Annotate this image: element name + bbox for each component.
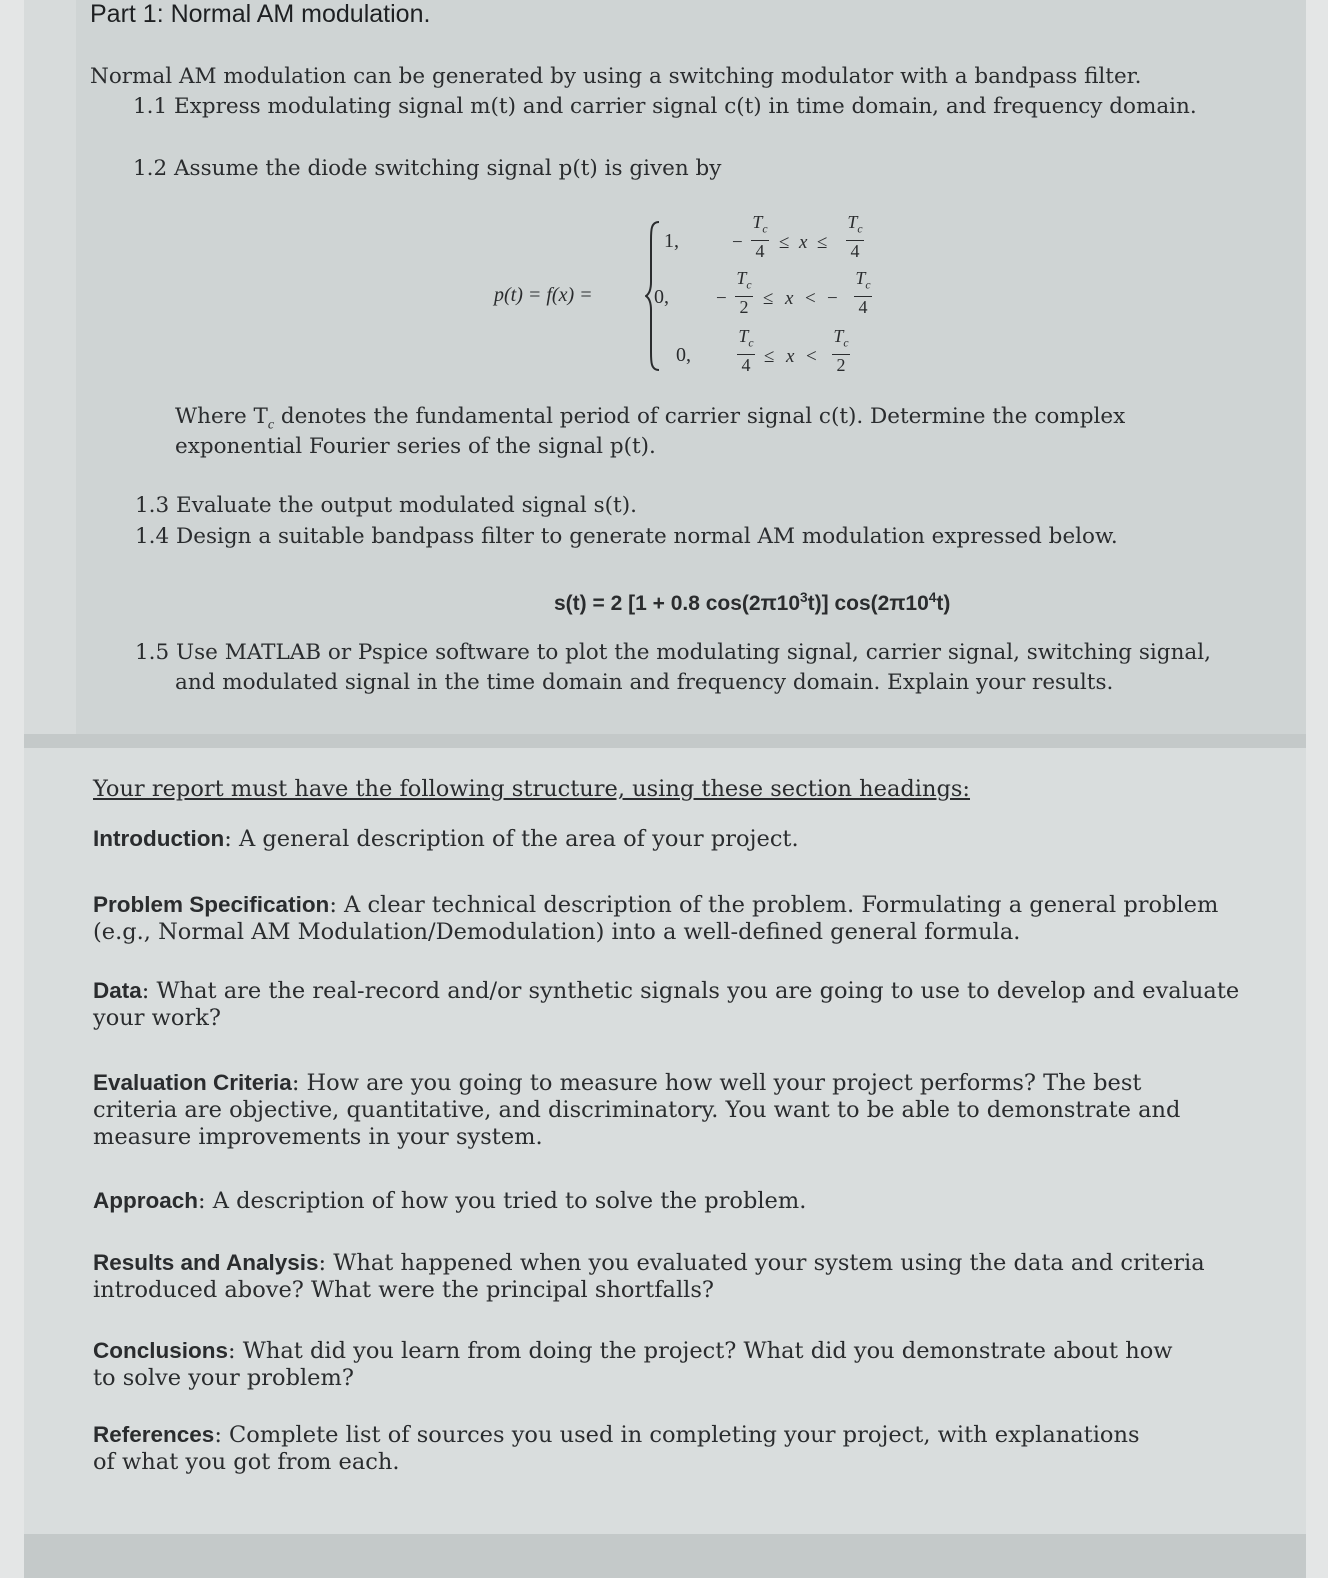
section-text-introduction: : A general description of the area of your project. xyxy=(224,826,799,852)
section-heading-approach: Approach xyxy=(93,1188,199,1213)
case3-x: x xyxy=(786,346,795,367)
section-data-line-2 xyxy=(93,1005,221,1031)
section-conclusions-line-1 xyxy=(93,1338,1173,1364)
section-evaluation-criteria-line-1 xyxy=(93,1070,1141,1096)
case1-x: x xyxy=(799,232,808,253)
section-text-results-and-analysis: : What happened when you evaluated your system using the data and criteria xyxy=(318,1250,1205,1276)
section-results-and-analysis-line-1 xyxy=(93,1250,1205,1276)
case3-le: ≤ xyxy=(764,346,775,367)
tc-subscript: c xyxy=(762,222,768,236)
section-heading-conclusions: Conclusions xyxy=(93,1338,229,1363)
section-text-evaluation-criteria: criteria are objective, quantitative, and discriminatory. You want to be able to demonstrate and xyxy=(93,1097,1181,1123)
section-text-problem-specification: : A clear technical description of the problem. Formulating a general problem xyxy=(329,892,1219,918)
section-heading-results-and-analysis: Results and Analysis xyxy=(93,1250,319,1275)
section-text-conclusions: : What did you learn from doing the project? What did you demonstrate about how xyxy=(228,1338,1173,1364)
part-heading: Part 1: Normal AM modulation. xyxy=(90,0,431,28)
question-1-4: 1.4 Design a suitable bandpass filter to generate normal AM modulation expressed below. xyxy=(135,524,1118,549)
piecewise-lhs: p(t) = f(x) = xyxy=(494,284,593,306)
equation-exp-a: 3 xyxy=(800,590,808,605)
frac-denominator: 2 xyxy=(739,296,749,317)
equation-part-b: t)] cos(2π10 xyxy=(807,592,929,615)
question-1-5-line-2: and modulated signal in the time domain and frequency domain. Explain your results. xyxy=(175,670,1114,695)
case2-le: ≤ xyxy=(763,288,774,309)
page-edge-left xyxy=(0,0,24,1578)
section-text-conclusions: to solve your problem? xyxy=(93,1365,354,1391)
case1-frac-left xyxy=(749,212,771,261)
case2-minus-1: − xyxy=(716,288,727,309)
case1-minus: − xyxy=(732,232,743,253)
intro-text: Normal AM modulation can be generated by using a switching modulator with a bandpass filter. xyxy=(90,64,1142,89)
question-1-2: 1.2 Assume the diode switching signal p(t) is given by xyxy=(133,156,722,181)
question-1-5-line-1: 1.5 Use MATLAB or Pspice software to plot the modulating signal, carrier signal, switching signal, xyxy=(135,640,1211,665)
section-heading-data: Data xyxy=(93,978,142,1003)
section-text-results-and-analysis: introduced above? What were the principal shortfalls? xyxy=(93,1277,714,1303)
case3-frac-left xyxy=(735,326,757,375)
where-subscript: c xyxy=(267,417,275,433)
section-evaluation-criteria-line-2 xyxy=(93,1097,1180,1123)
case2-frac-left xyxy=(733,268,755,317)
case2-lt: < xyxy=(805,288,816,309)
where-prefix: Where T xyxy=(175,404,268,429)
frac-denominator: 2 xyxy=(836,354,846,375)
tc-symbol: T xyxy=(738,326,749,346)
tc-subscript: c xyxy=(865,278,871,292)
where-rest: denotes the fundamental period of carrier signal c(t). Determine the complex xyxy=(274,404,1126,429)
case3-lt: < xyxy=(806,346,817,367)
question-1-1: 1.1 Express modulating signal m(t) and carrier signal c(t) in time domain, and frequency domain. xyxy=(133,94,1197,119)
section-text-references: of what you got from each. xyxy=(93,1449,400,1475)
section-evaluation-criteria-line-3 xyxy=(93,1124,543,1150)
section-heading-problem-specification: Problem Specification xyxy=(93,892,330,917)
tc-symbol: T xyxy=(847,212,858,232)
report-structure-title: Your report must have the following structure, using these section headings: xyxy=(93,776,970,802)
tc-symbol: T xyxy=(736,268,747,288)
section-references-line-2 xyxy=(93,1449,400,1475)
section-heading-evaluation-criteria: Evaluation Criteria xyxy=(93,1070,292,1095)
tc-symbol: T xyxy=(752,212,763,232)
equation-exp-b: 4 xyxy=(928,590,937,605)
section-results-and-analysis-line-2 xyxy=(93,1277,714,1303)
case2-value: 0, xyxy=(654,286,669,308)
case2-frac-right xyxy=(852,268,874,317)
section-introduction-line-1 xyxy=(93,826,799,852)
where-line-1 xyxy=(175,404,1125,433)
section-problem-specification-line-1 xyxy=(93,892,1218,918)
question-1-3: 1.3 Evaluate the output modulated signal s(t). xyxy=(135,493,637,518)
case2-minus-2: − xyxy=(827,288,838,309)
case1-le-1: ≤ xyxy=(779,232,790,253)
section-conclusions-line-2 xyxy=(93,1365,354,1391)
section-text-data: : What are the real-record and/or synthetic signals you are going to use to develop and evaluate xyxy=(141,978,1240,1004)
case1-frac-right xyxy=(844,212,866,261)
section-text-problem-specification: (e.g., Normal AM Modulation/Demodulation) into a well-defined general formula. xyxy=(93,919,1021,945)
case1-value: 1, xyxy=(664,230,679,252)
frac-denominator: 4 xyxy=(850,240,860,261)
modulated-signal-equation xyxy=(554,590,950,616)
section-approach-line-1 xyxy=(93,1188,806,1214)
tc-subscript: c xyxy=(843,336,849,350)
tc-symbol: T xyxy=(855,268,866,288)
tc-subscript: c xyxy=(746,278,752,292)
equation-part-a: s(t) = 2 [1 + 0.8 cos(2π10 xyxy=(554,592,801,615)
frac-denominator: 4 xyxy=(858,296,868,317)
case1-le-2: ≤ xyxy=(817,232,828,253)
page-edge-right xyxy=(1306,0,1328,1578)
equation-part-c: t) xyxy=(936,592,951,615)
case3-frac-right xyxy=(830,326,852,375)
section-text-data: your work? xyxy=(93,1005,221,1031)
section-heading-introduction: Introduction xyxy=(93,826,225,851)
section-text-references: : Complete list of sources you used in completing your project, with explanations xyxy=(214,1422,1140,1448)
frac-denominator: 4 xyxy=(755,240,765,261)
section-heading-references: References xyxy=(93,1422,215,1447)
section-text-approach: : A description of how you tried to solve the problem. xyxy=(198,1188,807,1214)
where-line-2: exponential Fourier series of the signal p(t). xyxy=(175,434,656,459)
section-problem-specification-line-2 xyxy=(93,919,1020,945)
frac-denominator: 4 xyxy=(741,354,751,375)
tc-subscript: c xyxy=(748,336,754,350)
case2-x: x xyxy=(785,288,794,309)
section-text-evaluation-criteria: : How are you going to measure how well your project performs? The best xyxy=(291,1070,1142,1096)
section-references-line-1 xyxy=(93,1422,1140,1448)
tc-subscript: c xyxy=(857,222,863,236)
case3-value: 0, xyxy=(676,344,691,366)
section-text-evaluation-criteria: measure improvements in your system. xyxy=(93,1124,543,1150)
tc-symbol: T xyxy=(833,326,844,346)
section-data-line-1 xyxy=(93,978,1239,1004)
